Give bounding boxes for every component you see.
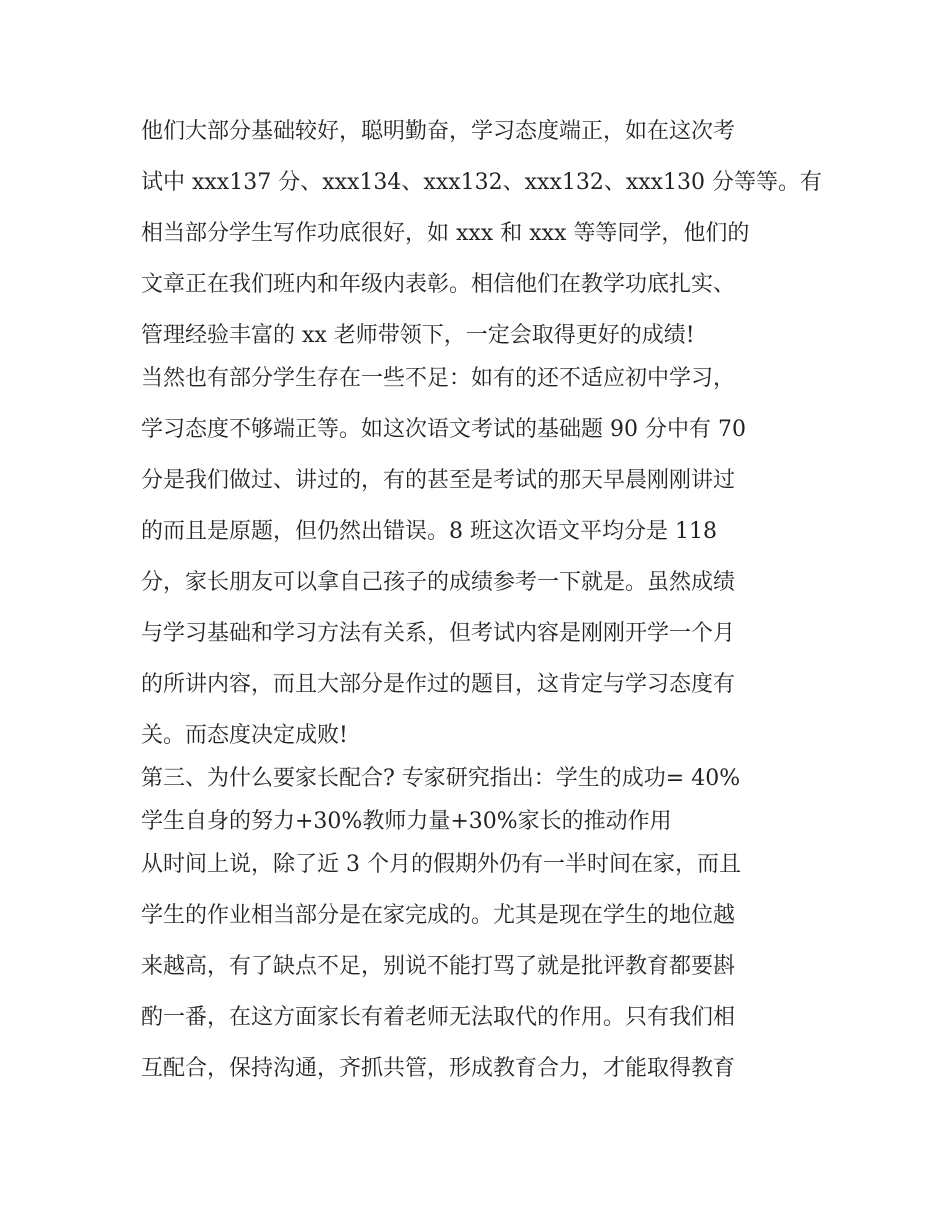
text-line: 管理经验丰富的 xx 老师带领下，一定会取得更好的成绩! <box>141 323 695 348</box>
text-line: 当然也有部分学生存在一些不足：如有的还不适应初中学习， <box>141 366 736 391</box>
text-line: 试中 xxx137 分、xxx134、xxx132、xxx132、xxx130 分等等。有 <box>141 170 823 195</box>
text-line: 酌一番，在这方面家长有着老师无法取代的作用。只有我们相 <box>141 1005 736 1030</box>
text-line: 的所讲内容，而且大部分是作过的题目，这肯定与学习态度有 <box>141 672 736 697</box>
text-line: 学生的作业相当部分是在家完成的。尤其是现在学生的地位越 <box>141 903 736 928</box>
text-line: 来越高，有了缺点不足，别说不能打骂了就是批评教育都要斟 <box>141 954 736 979</box>
text-line: 他们大部分基础较好，聪明勤奋，学习态度端正，如在这次考 <box>141 119 736 144</box>
text-line: 相当部分学生写作功底很好，如 xxx 和 xxx 等等同学，他们的 <box>141 221 750 246</box>
text-line: 分，家长朋友可以拿自己孩子的成绩参考一下就是。虽然成绩 <box>141 570 736 595</box>
text-line: 关。而态度决定成败! <box>141 723 348 748</box>
text-line: 文章正在我们班内和年级内表彰。相信他们在教学功底扎实、 <box>141 272 736 297</box>
text-line: 学生自身的努力+30%教师力量+30%家长的推动作用 <box>141 809 672 834</box>
document-body <box>141 105 821 1081</box>
text-line: 互配合，保持沟通，齐抓共管，形成教育合力，才能取得教育 <box>141 1056 736 1081</box>
text-line: 从时间上说，除了近 3 个月的假期外仍有一半时间在家，而且 <box>141 852 741 877</box>
text-line: 的而且是原题，但仍然出错误。8 班这次语文平均分是 118 <box>141 519 717 544</box>
text-line: 与学习基础和学习方法有关系，但考试内容是刚刚开学一个月 <box>141 621 736 646</box>
text-line: 第三、为什么要家长配合? 专家研究指出：学生的成功= 40% <box>141 766 741 791</box>
text-line: 学习态度不够端正等。如这次语文考试的基础题 90 分中有 70 <box>141 417 746 442</box>
text-line: 分是我们做过、讲过的，有的甚至是考试的那天早晨刚刚讲过 <box>141 468 736 493</box>
